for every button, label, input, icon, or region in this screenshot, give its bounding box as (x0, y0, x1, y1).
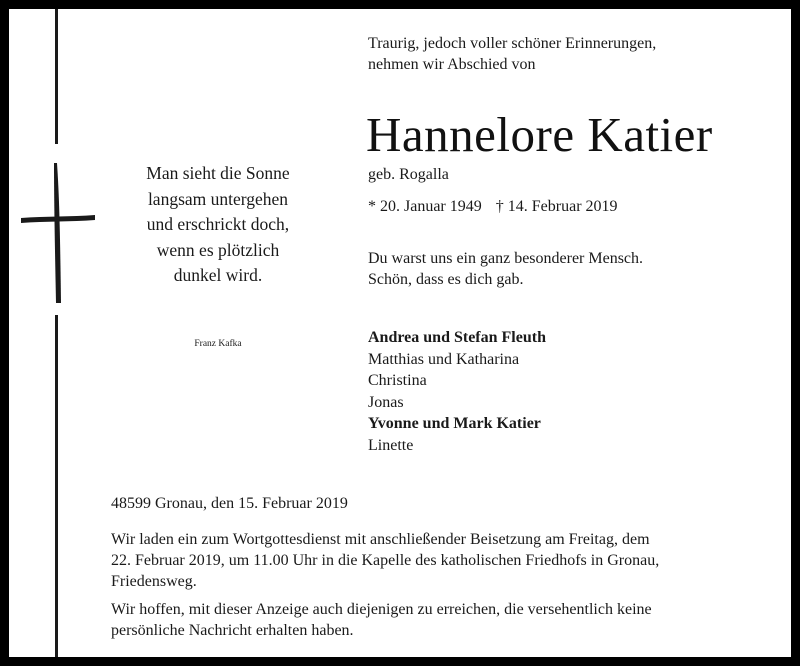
service-line: Friedensweg. (111, 573, 197, 590)
family-head: Yvonne und Mark Katier (368, 415, 541, 432)
place-date: 48599 Gronau, den 15. Februar 2019 (111, 495, 348, 512)
tribute-text (368, 248, 643, 290)
intro-text (368, 33, 656, 75)
life-dates (368, 198, 618, 216)
service-info (111, 529, 659, 592)
quote-line: und erschrickt doch, (146, 214, 290, 234)
deceased-name: Hannelore Katier (366, 107, 713, 162)
tribute-line: Schön, dass es dich gab. (368, 271, 524, 288)
quote-line: wenn es plötzlich (156, 239, 280, 260)
family-member: Matthias und Katharina (368, 350, 520, 368)
intro-line: nehmen wir Abschied von (368, 56, 536, 73)
vertical-rule-top (55, 9, 58, 144)
family-member: Jonas (368, 393, 404, 411)
service-line: 22. Februar 2019, um 11.00 Uhr in die Kapelle des katholischen Friedhofs in Gronau, (111, 552, 660, 569)
quote-line: Man sieht die Sonne (146, 163, 290, 183)
birth-date: * 20. Januar 1949 (368, 198, 482, 215)
death-date: † 14. Februar 2019 (495, 198, 618, 215)
vertical-rule-bottom (55, 315, 58, 657)
quote-line: dunkel wird. (173, 265, 263, 285)
intro-line: Traurig, jedoch voller schöner Erinnerungen, (368, 35, 657, 52)
quote-author: Franz Kafka (194, 339, 242, 349)
notice-text (111, 599, 652, 641)
quote-line: langsam untergehen (147, 188, 289, 209)
obituary-notice (9, 9, 791, 657)
tribute-line: Du warst uns ein ganz besonderer Mensch. (368, 250, 644, 267)
service-line: Wir laden ein zum Wortgottesdienst mit anschließender Beisetzung am Freitag, dem (111, 531, 650, 548)
cross-icon (21, 163, 95, 303)
notice-line: persönliche Nachricht erhalten haben. (111, 622, 354, 639)
quote (113, 161, 323, 289)
family-member: Christina (368, 372, 427, 389)
family-head: Andrea und Stefan Fleuth (368, 329, 546, 346)
mourners-list (368, 327, 546, 456)
family-member: Linette (368, 436, 414, 454)
notice-line: Wir hoffen, mit dieser Anzeige auch diejenigen zu erreichen, die versehentlich keine (111, 601, 652, 618)
maiden-name: geb. Rogalla (368, 166, 449, 183)
